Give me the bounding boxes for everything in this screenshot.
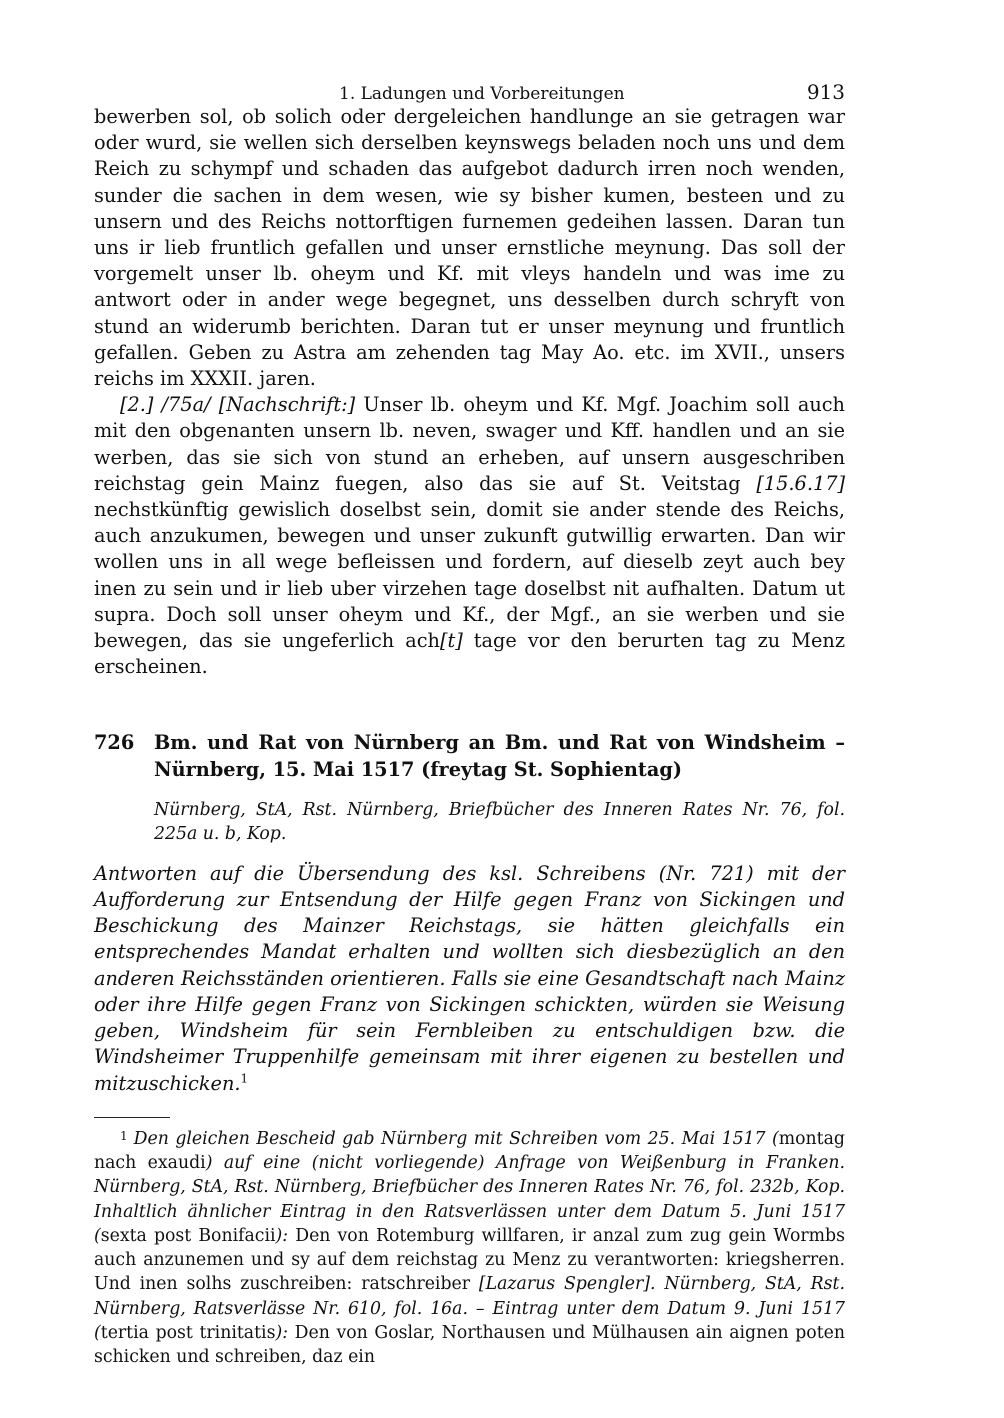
paragraph-2-text-b: nechstkünftig gewislich doselbst sein, domit sie ander stende des Reichs, auch anzukumen, bewegen und unser zukunft gutwillig erwarten. Dan wir wollen uns in all wege befleissen und fordern, auf dieselb zeyt auch bey inen zu sein und ir lieb uber virzehen tage doselbst nit aufhalten. Datum ut supra. Doch soll unser oheym und Kf., der Mgf., an sie werben und sie bewegen, das sie ungeferlich ach [94,498,845,653]
footnote-text: Den gleichen Bescheid gab Nürnberg mit Schreiben vom 25. Mai 1517 ( [133,1128,779,1149]
summary-text: Antworten auf die Übersendung des ksl. Schreibens (Nr. 721) mit der Aufforderung zur Entsendung der Hilfe gegen Franz von Sickingen und Beschickung des Mainzer Reichstags, sie hätten gleichfalls ein entsprechendes Mandat erhalten und wollten sich diesbezüglich an den anderen Reichsständen orientieren. Falls sie eine Gesandtschaft nach Mainz oder ihre Hilfe gegen Franz von Sickingen schickten, würden sie Weisung geben, Windsheim für sein Fernbleiben zu entschuldigen bzw. die Windsheimer Truppenhilfe gemeinsam mit ihrer eigenen zu bestellen und mitzuschicken. [94,861,845,1095]
footnote-text: tertia post trinitatis [100,1323,276,1344]
footnote-rule [94,1117,170,1118]
running-title: 1. Ladungen und Vorbereitungen [339,84,625,104]
footnote-text: [Lazarus Spengler]. Nürnberg, StA, Rst. Nürnberg, Ratsverlässe Nr. 610, fol. 16a. – Eintrag unter dem Datum 9. Juni 1517 ( [94,1274,845,1344]
paragraph-2 [94,392,845,680]
document-number: 726 [94,731,135,755]
page [94,80,845,1370]
footnote-text: Den von Rotemburg willfaren, ir anzal zum zug gein Wormbs auch anzunemen und sy auf dem reichstag zu Menz zu verantworten: kriegsherren. Und inen solhs zuschreiben: ratschreiber [94,1225,845,1295]
footnote-text: ) auf eine (nicht vorliegende) Anfrage von Weißenburg in Franken. Nürnberg, StA, Rst. Nürnberg, Briefbücher des Inneren Rates Nr. 76, fol. 232b, Kop. Inhaltlich ähnlicher Eintrag in den Ratsverlässen unter dem Datum 5. Juni 1517 ( [94,1153,845,1246]
footnote-mark: 1 [120,1128,128,1143]
document-source: Nürnberg, StA, Rst. Nürnberg, Briefbücher des Inneren Rates Nr. 76, fol. 225a u. b, Kop. [154,799,845,844]
emendation: [t] [439,629,463,653]
footnote-1 [94,1124,845,1370]
footnote-reference: 1 [240,1071,249,1086]
document-heading [94,730,845,782]
document-summary [94,861,845,1097]
paragraph-1: bewerben sol, ob solich oder dergeleichen handlunge an sie getragen war oder wurd, sie wellen sich derselben keynswegs beladen noch uns und dem Reich zu schympf und schaden das aufgebot dadurch irren noch wenden, sunder die sachen in dem wesen, wie sy bisher kumen, besteen und zu unsern und des Reichs nottorftigen furnemen gedeihen lassen. Daran tun uns ir lieb fruntlich gefallen und unser ernstliche meynung. Das soll der vorgemelt unser lb. oheym und Kf. mit vleys handeln und was ime zu antwort oder in ander wege begegnet, uns desselben durch schryft von stund an widerumb berichten. Daran tut er unser meynung und fruntlich gefallen. Geben zu Astra am zehenden tag May Ao. etc. im XVII., unsers reichs im XXXII. jaren. [94,105,845,391]
paragraph-2-text-c: tage vor den berurten tag zu Menz erscheinen. [94,629,845,679]
date-annotation: [15.6.17] [756,471,845,495]
footnote-text: sexta post Bonifacii [100,1225,276,1246]
footnote-text: montag nach exaudi [94,1128,845,1173]
section-marker: [2.] /75a/ [Nachschrift:] [120,393,356,417]
page-number: 913 [806,80,845,104]
footnote-text: ): [275,1323,289,1344]
footnote-text: ): [275,1225,289,1246]
footnote-text: Den von Goslar, Northausen und Mülhausen ain aignen poten schicken und schreiben, daz ein [94,1323,845,1368]
document-title: Bm. und Rat von Nürnberg an Bm. und Rat von Windsheim – Nürnberg, 15. Mai 1517 (freytag St. Sophientag) [154,731,845,781]
page-header [94,80,845,104]
paragraph-2-text-a: Unser lb. oheym und Kf. Mgf. Joachim soll auch mit den obgenanten unsern lb. neven, swager und Kff. handlen und an sie werben, das sie sich von stund an erheben, auf unsern ausgeschriben reichstag gein Mainz fuegen, also das sie auf St. Veitstag [94,393,845,495]
